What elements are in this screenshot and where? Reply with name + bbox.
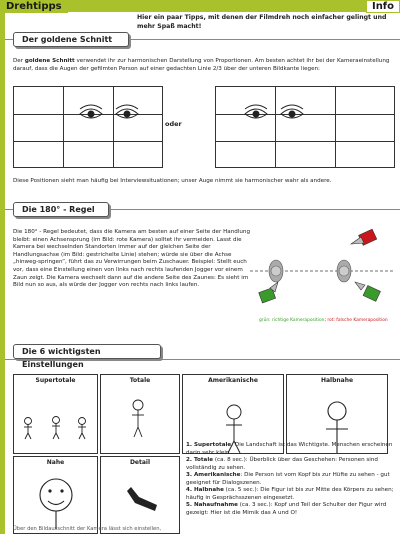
shot-totale: Totale <box>100 374 180 454</box>
diagram-caption: grün: richtige Kameraposition; rot: falsche Kameraposition <box>259 318 388 323</box>
or-label: oder <box>165 120 182 128</box>
intro-text: Hier ein paar Tipps, mit denen der Filmdreh noch einfacher gelingt und mehr Spaß macht! <box>137 14 387 30</box>
shot-halbnahe: Halbnahe <box>286 374 388 454</box>
green-camera-right <box>355 282 380 301</box>
eyes-icon <box>241 101 351 127</box>
bottom-text: Über den Bildausschnitt der Kamera lässt sich einstellen, <box>13 526 162 532</box>
frame-left <box>13 86 163 168</box>
frame-right <box>215 86 395 168</box>
person-left <box>269 260 283 282</box>
face-icon <box>14 467 99 533</box>
header-tab-drehtipps: Drehtipps <box>0 0 68 13</box>
shot-nahe: Nahe <box>13 456 98 534</box>
list-item: 1. Supertotale: Die Landschaft ist das Wichtigste. Menschen erscheinen darin sehr klein. <box>186 442 393 456</box>
shot-supertotale: Supertotale <box>13 374 98 454</box>
eyes-icon <box>64 101 164 127</box>
list-item: 2. Totale (ca. 8 sec.): Überblick über das Geschehen: Personen sind vollständig zu sehen. <box>186 457 378 471</box>
positions-paragraph: Diese Positionen sieht man häufig bei Interviewsituationen; unser Auge nimmt sie harmonischer wahr als andere. <box>13 178 332 184</box>
shot-amerikanische: Amerikanische <box>182 374 284 454</box>
left-sidebar-strip <box>0 12 5 534</box>
shot-list <box>186 442 394 517</box>
list-item: 5. Nahaufnahme (ca. 3 sec.): Kopf und Teil der Schulter der Figur wird gezeigt: Hier ist die Mimik das A und O! <box>186 502 387 516</box>
red-camera-top <box>351 229 377 245</box>
180-degree-diagram <box>248 222 396 322</box>
section-title-180-regel: Die 180° - Regel <box>13 202 109 217</box>
tiny-people-icon <box>14 393 99 453</box>
180-regel-paragraph: Die 180° - Regel bedeutet, dass die Kamera am besten auf einer Seite der Handlung bleibt: einen Achsensprung (im Bild: rote Kamera) solltet ihr vermeiden. Lasst die Kamera bei wechselnden Standorten immer auf der gleichen Seite der Handlungsachse (im Bild: gestrichelte Linie) stehen; würde sie über die Achse „hinweg-springen“, führt das zu Verwirrungen beim Zuschauer. Beispiel: Stellt euch vor, dass eine Einstellung einen von links nach rechts laufenden Jogger vor einem Zaun zeigt. Die Kamera wechselt dann auf die andere Seite des Zaunes: Es sieht im Bild nun so aus, als würde der Jogger von rechts nach links laufen. <box>13 229 251 289</box>
shot-detail: Detail <box>100 456 180 534</box>
list-item: 3. Amerikanische: Die Person ist vom Kopf bis zur Hüfte zu sehen - gut geeignet für Dialogszenen. <box>186 472 390 486</box>
green-camera-left <box>259 282 278 303</box>
goldener-schnitt-paragraph: Der goldene Schnitt verwendet ihr zur harmonischen Darstellung von Proportionen. Am besten achtet ihr bei der Kameraeinstellung darauf, dass die Augen der gefilmten Person auf einer gedachten Linie 2/3 über der unteren Bildkante liegen: <box>13 58 390 72</box>
header-tab-info: Info <box>366 0 400 13</box>
section-title-goldener-schnitt: Der goldene Schnitt <box>13 32 129 47</box>
detail-hand-icon <box>101 471 181 531</box>
list-item: 4. Halbnahe (ca. 5 sec.): Die Figur ist bis zur Mitte des Körpers zu sehen; häufig in Gesprächsszenen eingesetzt. <box>186 487 394 501</box>
person-right <box>337 260 351 282</box>
person-full-icon <box>101 391 181 453</box>
section-title-6-einstellungen: Die 6 wichtigsten Einstellungen <box>13 344 161 359</box>
